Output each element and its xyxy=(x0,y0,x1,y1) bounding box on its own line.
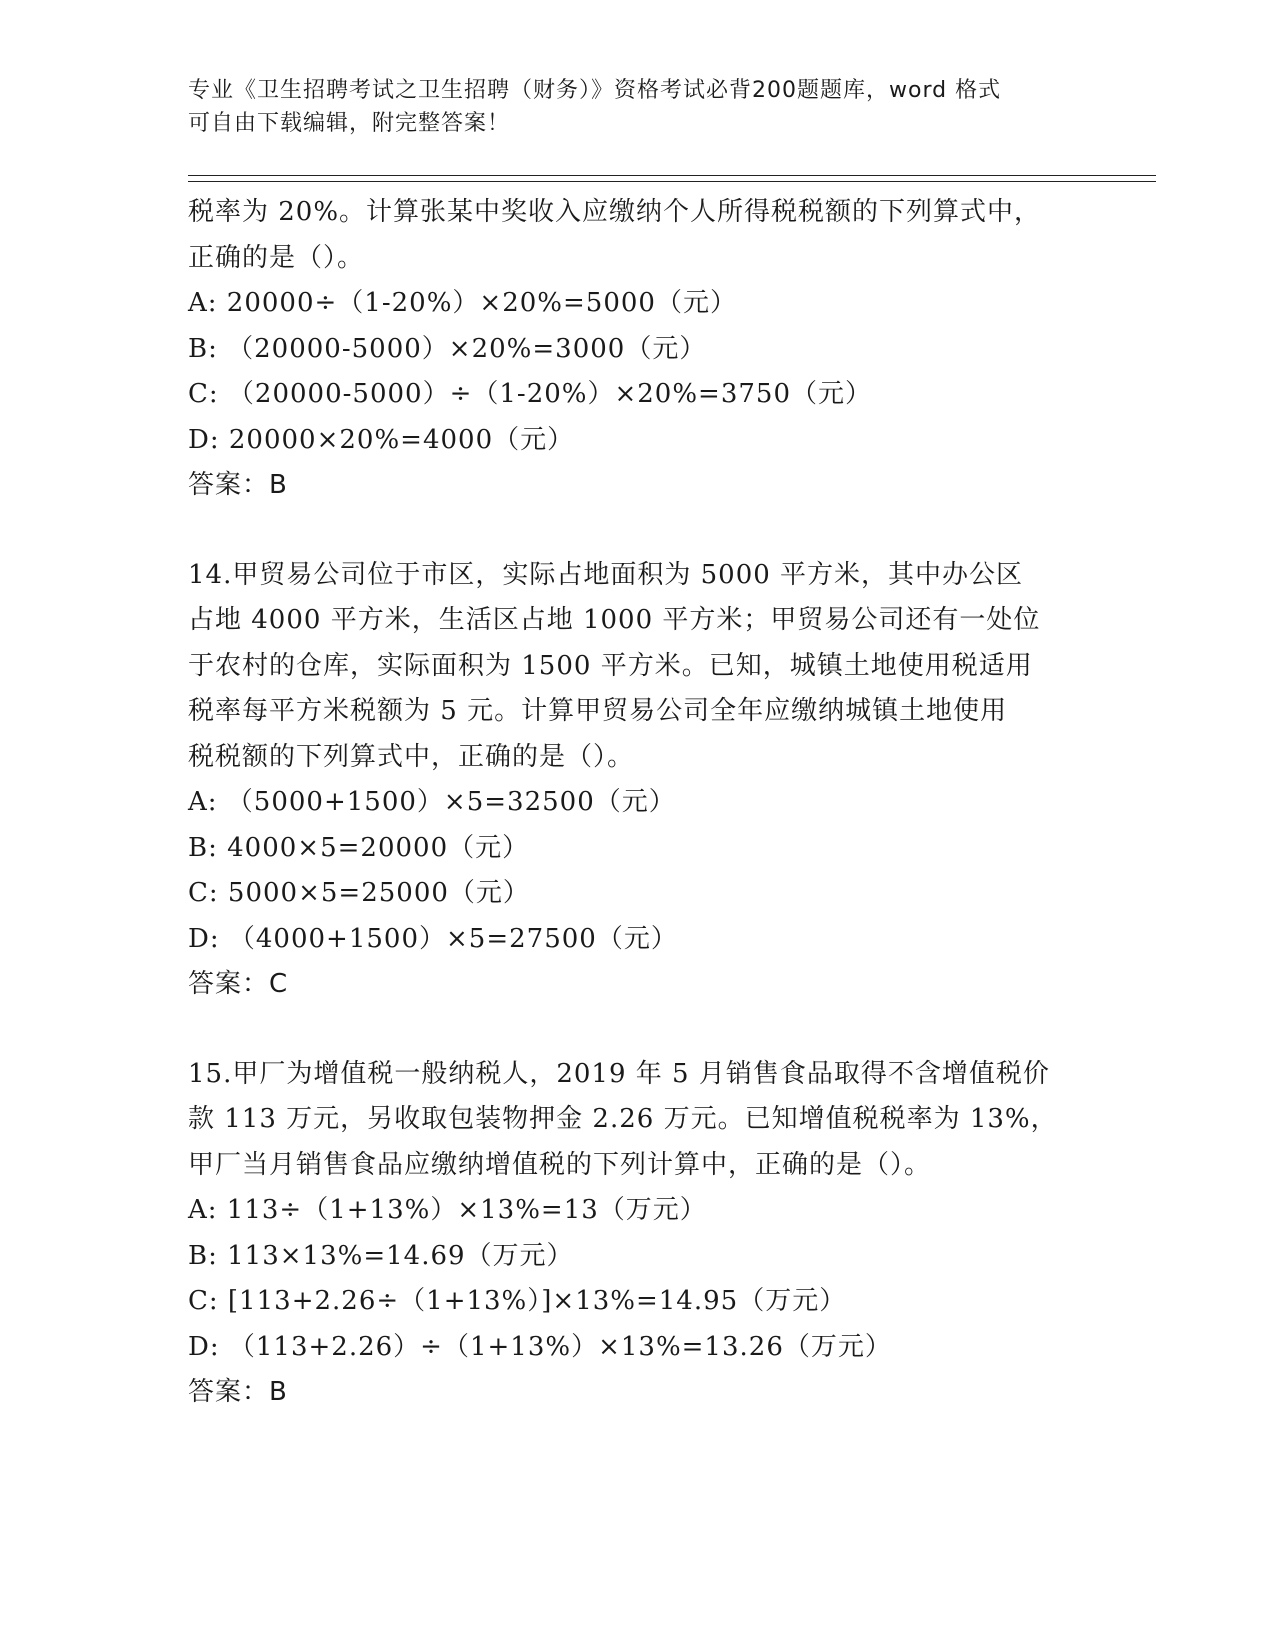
question-13-text-line: 税率为 20%。计算张某中奖收入应缴纳个人所得税税额的下列算式中， xyxy=(188,197,1042,227)
question-13-option-b: B: （20000-5000）×20%=3000（元） xyxy=(188,333,707,364)
question-14-text-line: 税率每平方米税额为 5 元。计算甲贸易公司全年应缴纳城镇土地使用 xyxy=(188,696,1008,726)
question-15-text-line: 款 113 万元，另收取包装物押金 2.26 万元。已知增值税税率为 13%， xyxy=(188,1104,1058,1134)
question-13-option-d: D: 20000×20%=4000（元） xyxy=(188,424,575,455)
question-14-option-b: B: 4000×5=20000（元） xyxy=(188,832,530,863)
question-14-option-d: D: （4000+1500）×5=27500（元） xyxy=(188,923,678,954)
question-15-option-c: C: [113+2.26÷（1+13%）]×13%=14.95（万元） xyxy=(188,1286,847,1316)
question-13 xyxy=(188,190,1088,509)
question-14-option-c: C: 5000×5=25000（元） xyxy=(188,878,530,908)
question-15-option-b: B: 113×13%=14.69（万元） xyxy=(188,1240,574,1271)
question-13-answer: 答案：B xyxy=(188,470,288,500)
question-15-option-d: D: （113+2.26）÷（1+13%）×13%=13.26（万元） xyxy=(188,1331,892,1362)
question-spacer xyxy=(188,1008,1088,1052)
question-15-text-line: 15.甲厂为增值税一般纳税人，2019 年 5 月销售食品取得不含增值税价 xyxy=(188,1058,1050,1089)
header-rule-bottom xyxy=(188,181,1156,182)
question-15-text-line: 甲厂当月销售食品应缴纳增值税的下列计算中，正确的是（）。 xyxy=(188,1149,932,1180)
question-15 xyxy=(188,1052,1088,1416)
question-15-option-a: A: 113÷（1+13%）×13%=13（万元） xyxy=(188,1195,707,1225)
question-14-option-a: A: （5000+1500）×5=32500（元） xyxy=(188,787,676,817)
question-13-text-line: 正确的是（）。 xyxy=(188,242,365,273)
header-rule-top xyxy=(188,175,1156,176)
question-list xyxy=(188,190,1088,1416)
question-15-answer: 答案：B xyxy=(188,1377,288,1407)
header-line-2: 可自由下载编辑，附完整答案！ xyxy=(188,111,511,136)
document-header xyxy=(188,74,1068,140)
question-14-answer: 答案：C xyxy=(188,969,289,999)
question-spacer xyxy=(188,509,1088,553)
question-13-option-a: A: 20000÷（1-20%）×20%=5000（元） xyxy=(188,288,737,318)
question-14-text-line: 于农村的仓库，实际面积为 1500 平方米。已知，城镇土地使用税适用 xyxy=(188,650,1033,681)
question-14-text-line: 占地 4000 平方米，生活区占地 1000 平方米；甲贸易公司还有一处位 xyxy=(188,605,1041,635)
question-13-option-c: C: （20000-5000）÷（1-20%）×20%=3750（元） xyxy=(188,379,873,409)
question-14-text-line: 税税额的下列算式中，正确的是（）。 xyxy=(188,741,635,772)
question-14 xyxy=(188,553,1088,1008)
header-line-1: 专业《卫生招聘考试之卫生招聘（财务）》资格考试必背200题题库，word 格式 xyxy=(188,78,1002,103)
question-14-text-line: 14.甲贸易公司位于市区，实际占地面积为 5000 平方米，其中办公区 xyxy=(188,559,1024,590)
